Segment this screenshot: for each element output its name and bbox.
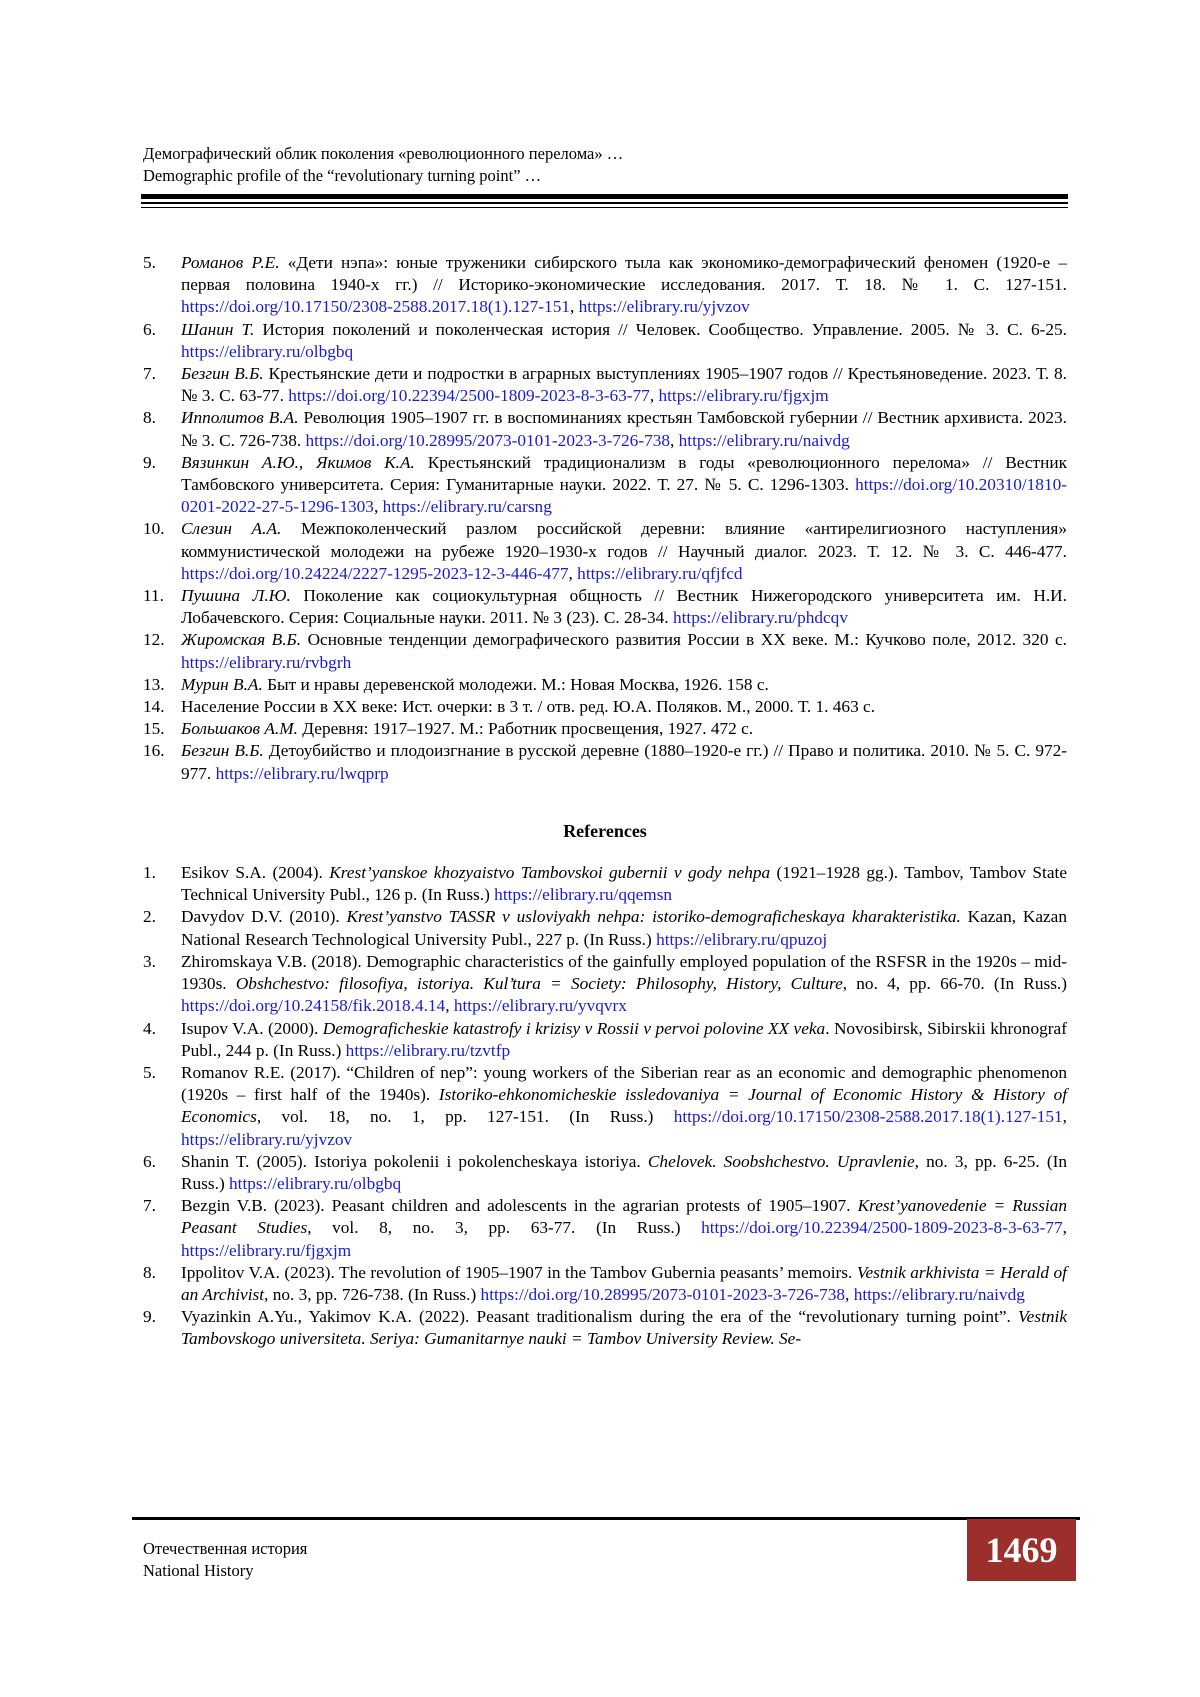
reference-number: 5.: [143, 253, 156, 272]
reference-item: [143, 674, 1067, 696]
header-title-ru: Демографический облик поколения «революционного перелома» …: [143, 144, 624, 163]
reference-text: [181, 1018, 1067, 1062]
reference-italic-text: Вязинкин А.Ю., Якимов К.А.: [181, 452, 415, 472]
reference-text: [181, 862, 1067, 906]
reference-link[interactable]: https://elibrary.ru/lwqprp: [215, 763, 389, 783]
reference-number: 4.: [143, 1018, 156, 1038]
reference-italic-text: Большаков А.М.: [181, 719, 298, 739]
reference-text: [181, 1151, 1067, 1195]
reference-text: [181, 1262, 1067, 1306]
reference-plain-text: Vyazinkin A.Yu., Yakimov K.A. (2022). Peasant traditionalism during the era of the “revolutionary turning point”.: [181, 1307, 1019, 1327]
reference-plain-text: Революция 1905–1907 гг. в воспоминаниях крестьян Тамбовской губернии // Вестник архивиста. 2023. № 3. С. 726-738.: [181, 408, 1067, 450]
reference-plain-text: ,: [445, 996, 454, 1016]
reference-plain-text: ,: [373, 497, 383, 517]
reference-item: [143, 906, 1067, 950]
reference-italic-text: Chelovek. Soobshchestvo. Upravlenie: [647, 1151, 915, 1171]
reference-item: [143, 718, 1067, 740]
reference-number: 7.: [143, 364, 156, 384]
reference-number: 10.: [143, 519, 165, 539]
reference-item: [143, 629, 1067, 673]
reference-item: [143, 1306, 1067, 1350]
reference-plain-text: ,: [670, 430, 679, 450]
reference-plain-text: ,: [649, 386, 659, 406]
reference-plain-text: Население России в XX веке: Ист. очерки: в 3 т. / отв. ред. Ю.А. Поляков. М., 2000. Т. 1. 463 с.: [181, 697, 876, 717]
reference-text: [181, 1306, 1067, 1350]
reference-link[interactable]: https://doi.org/10.24158/fik.2018.4.14: [181, 996, 446, 1016]
header-rule-thick: [141, 194, 1068, 199]
reference-link[interactable]: https://doi.org/10.17150/2308-2588.2017.18(1).127-151: [673, 1107, 1063, 1127]
running-header: [143, 143, 623, 187]
reference-plain-text: , no. 3, pp. 6-25. (In Russ.): [181, 1151, 1067, 1193]
reference-link[interactable]: https://elibrary.ru/carsng: [382, 497, 552, 517]
references-heading: References: [563, 820, 647, 841]
reference-link[interactable]: https://elibrary.ru/olbgbq: [181, 341, 354, 361]
main-content: [143, 252, 1067, 1351]
english-reference-list: [143, 862, 1067, 1350]
reference-item: [143, 862, 1067, 906]
reference-number: 9.: [143, 1307, 156, 1327]
reference-text: [181, 951, 1067, 1018]
reference-plain-text: ,: [1062, 1107, 1067, 1127]
reference-text: [181, 906, 1067, 950]
footer-journal-en: National History: [143, 1561, 254, 1580]
reference-text: [181, 518, 1067, 585]
reference-item: [143, 1151, 1067, 1195]
reference-plain-text: . Novosibirsk, Sibirskii khronograf Publ., 244 p. (In Russ.): [181, 1018, 1067, 1060]
reference-italic-text: Жиромская В.Б.: [181, 630, 302, 650]
reference-link[interactable]: https://elibrary.ru/olbgbq: [229, 1173, 402, 1193]
reference-plain-text: История поколений и поколенческая история // Человек. Сообщество. Управление. 2005. № 3. С. 6-25.: [254, 319, 1067, 339]
reference-text: [181, 585, 1067, 629]
reference-plain-text: Esikov S.A. (2004).: [181, 863, 330, 883]
reference-text: [181, 718, 1067, 740]
reference-number: 2.: [143, 907, 156, 927]
reference-item: [143, 1195, 1067, 1262]
reference-plain-text: «Дети нэпа»: юные труженики сибирского тыла как экономико-демографический феномен (1920-е – первая половина 1940-х гг.) // Историко-экономические исследования. 2017. Т. 18. № 1. С. 127-151.: [181, 253, 1067, 295]
reference-link[interactable]: https://elibrary.ru/fjgxjm: [181, 1240, 352, 1260]
reference-number: 16.: [143, 741, 165, 761]
reference-plain-text: Быт и нравы деревенской молодежи. М.: Новая Москва, 1926. 158 с.: [262, 674, 769, 694]
reference-plain-text: Bezgin V.B. (2023). Peasant children and adolescents in the agrarian protests of 1905–1907.: [181, 1196, 858, 1216]
reference-link[interactable]: https://doi.org/10.17150/2308-2588.2017.18(1).127-151: [181, 297, 570, 317]
reference-text: [181, 407, 1067, 451]
reference-number: 5.: [143, 1062, 156, 1082]
reference-number: 15.: [143, 719, 165, 739]
reference-plain-text: Деревня: 1917–1927. М.: Работник просвещения, 1927. 472 с.: [297, 719, 754, 739]
reference-number: 1.: [143, 863, 156, 883]
reference-italic-text: Мурин В.А.: [181, 674, 263, 694]
reference-italic-text: Krest’yanstvo TASSR v usloviyakh nehpa: istoriko-demograficheskaya kharakteristika.: [346, 907, 961, 927]
reference-number: 12.: [143, 630, 165, 650]
reference-italic-text: Krest’yanskoe khozyaistvo Tambovskoi gubernii v gody nehpa: [329, 863, 771, 883]
reference-italic-text: Obshchestvo: filosofiya, istoriya. Kul’tura = Society: Philosophy, History, Culture: [235, 974, 843, 994]
reference-number: 3.: [143, 951, 156, 971]
reference-item: [143, 1062, 1067, 1151]
reference-number: 6.: [143, 1151, 156, 1171]
reference-italic-text: Istoriko-ehkonomicheskie issledovaniya = Journal of Economic History & History of Economics: [181, 1085, 1068, 1127]
reference-number: 13.: [143, 674, 165, 694]
reference-text: [181, 363, 1067, 407]
reference-text: [181, 740, 1067, 784]
reference-plain-text: Ippolitov V.A. (2023). The revolution of 1905–1907 in the Tambov Gubernia peasants’ memoirs.: [181, 1262, 857, 1282]
reference-link[interactable]: https://elibrary.ru/naivdg: [853, 1284, 1025, 1304]
reference-plain-text: Крестьянский традиционализм в годы «революционного перелома» // Вестник Тамбовского университета. Серия: Гуманитарные науки. 2022. Т. 27. № 5. С. 1296-1303.: [181, 452, 1067, 495]
footer-journal-ru: Отечественная история: [143, 1539, 308, 1558]
reference-italic-text: Безгин В.Б.: [181, 741, 264, 761]
reference-text: [181, 674, 1067, 696]
reference-link[interactable]: https://elibrary.ru/qqemsn: [494, 885, 673, 905]
reference-plain-text: ,: [845, 1284, 854, 1304]
reference-link[interactable]: https://doi.org/10.28995/2073-0101-2023-3-726-738: [480, 1284, 846, 1304]
reference-link[interactable]: https://elibrary.ru/naivdg: [678, 430, 850, 450]
reference-link[interactable]: https://elibrary.ru/qpuzoj: [656, 929, 828, 949]
reference-link[interactable]: https://doi.org/10.28995/2073-0101-2023-3-726-738: [305, 430, 670, 450]
reference-italic-text: Demograficheskie katastrofy i krizisy v Rossii v pervoi polovine XX veka: [322, 1018, 826, 1038]
footer: [143, 1538, 307, 1582]
reference-link[interactable]: https://doi.org/10.24224/2227-1295-2023-12-3-446-477: [181, 563, 569, 583]
reference-item: [143, 407, 1067, 451]
reference-italic-text: Krest’yanovedenie = Russian Peasant Studies: [181, 1196, 1067, 1238]
reference-plain-text: , vol. 18, no. 1, pp. 127-151. (In Russ.): [256, 1107, 674, 1127]
reference-item: [143, 696, 1067, 718]
reference-plain-text: Поколение как социокультурная общность // Вестник Нижегородского университета им. Н.И. Лобачевского. Серия: Социальные науки. 2011. № 3 (23). С. 28-34.: [181, 586, 1067, 628]
reference-link[interactable]: https://doi.org/10.20310/1810-0201-2022-27-5-1296-1303: [181, 475, 1067, 517]
footer-rule: [132, 1517, 1080, 1520]
reference-number: 8.: [143, 1262, 156, 1282]
reference-plain-text: Kazan, Kazan National Research Technological University Publ., 227 p. (In Russ.): [181, 907, 1067, 949]
reference-plain-text: ,: [1062, 1218, 1067, 1238]
reference-number: 6.: [143, 319, 156, 339]
reference-italic-text: Шанин Т.: [181, 319, 255, 339]
header-title-en: Demographic profile of the “revolutionary turning point” …: [143, 166, 542, 185]
reference-italic-text: Слезин А.А.: [181, 519, 282, 539]
reference-plain-text: , no. 4, pp. 66-70. (In Russ.): [842, 974, 1067, 994]
reference-plain-text: Isupov V.A. (2000).: [181, 1018, 323, 1038]
reference-text: [181, 1195, 1067, 1262]
russian-reference-list: [143, 252, 1067, 785]
reference-plain-text: Крестьянские дети и подростки в аграрных выступлениях 1905–1907 годов // Крестьяноведение. 2023. Т. 8. № 3. С. 63-77.: [181, 364, 1068, 406]
reference-item: [143, 363, 1067, 407]
reference-link[interactable]: https://elibrary.ru/qfjfcd: [577, 563, 743, 583]
reference-text: [181, 452, 1067, 519]
reference-plain-text: Межпоколенческий разлом российской деревни: влияние «антирелигиозного наступления» коммунистической молодежи на рубеже 1920–1930-х годов // Научный диалог. 2023. Т. 12. № 3. С. 446-477.: [181, 519, 1067, 561]
reference-plain-text: Romanov R.E. (2017). “Children of nep”: young workers of the Siberian rear as an economic and demographic phenomenon (1920s – first half of the 1940s).: [181, 1062, 1067, 1105]
reference-item: [143, 452, 1067, 519]
reference-italic-text: Безгин В.Б.: [181, 364, 264, 384]
reference-text: [181, 1062, 1067, 1151]
reference-plain-text: , vol. 8, no. 3, pp. 63-77. (In Russ.): [307, 1218, 702, 1238]
reference-plain-text: Shanin T. (2005). Istoriya pokolenii i pokolencheskaya istoriya.: [181, 1151, 648, 1171]
reference-item: [143, 518, 1067, 585]
reference-italic-text: Vestnik arkhivista = Herald of an Archivist: [181, 1262, 1067, 1304]
reference-link[interactable]: https://doi.org/10.22394/2500-1809-2023-8-3-63-77: [288, 386, 650, 406]
reference-plain-text: Основные тенденции демографического развития России в XX веке. М.: Кучково поле, 2012. 320 с.: [301, 630, 1067, 650]
reference-link[interactable]: https://elibrary.ru/yjvzov: [578, 297, 750, 317]
reference-text: [181, 629, 1067, 673]
reference-link[interactable]: https://doi.org/10.22394/2500-1809-2023-8-3-63-77: [701, 1218, 1063, 1238]
page-number-badge: 1469: [967, 1519, 1076, 1581]
reference-plain-text: (1921–1928 gg.). Tambov, Tambov State Technical University Publ., 126 p. (In Russ.): [181, 863, 1067, 905]
reference-text: [181, 252, 1067, 319]
reference-plain-text: Детоубийство и плодоизгнание в русской деревне (1880–1920-е гг.) // Право и политика. 2010. № 5. С. 972-977.: [181, 741, 1067, 783]
reference-number: 8.: [143, 408, 156, 428]
reference-link[interactable]: https://elibrary.ru/phdcqv: [672, 608, 848, 628]
reference-item: [143, 252, 1067, 319]
reference-link[interactable]: https://elibrary.ru/rvbgrh: [181, 652, 352, 672]
reference-item: [143, 951, 1067, 1018]
reference-item: [143, 1018, 1067, 1062]
reference-number: 9.: [143, 452, 156, 472]
reference-text: [181, 319, 1067, 363]
reference-italic-text: Ипполитов В.А.: [181, 408, 299, 428]
reference-link[interactable]: https://elibrary.ru/fjgxjm: [658, 386, 829, 406]
reference-link[interactable]: https://elibrary.ru/yvqvrx: [453, 996, 627, 1016]
reference-text: [181, 696, 1067, 718]
reference-plain-text: ,: [568, 563, 578, 583]
reference-item: [143, 740, 1067, 784]
reference-item: [143, 319, 1067, 363]
reference-number: 7.: [143, 1196, 156, 1216]
reference-italic-text: Пушина Л.Ю.: [181, 586, 291, 606]
reference-plain-text: Davydov D.V. (2010).: [181, 907, 347, 927]
reference-number: 11.: [143, 586, 164, 606]
reference-italic-text: Романов Р.Е.: [181, 253, 280, 272]
reference-plain-text: , no. 3, pp. 726-738. (In Russ.): [264, 1284, 481, 1304]
reference-plain-text: ,: [569, 297, 579, 317]
reference-item: [143, 585, 1067, 629]
reference-link[interactable]: https://elibrary.ru/yjvzov: [181, 1129, 353, 1149]
reference-link[interactable]: https://elibrary.ru/tzvtfp: [345, 1040, 511, 1060]
header-rule-thin: [141, 202, 1068, 204]
reference-plain-text: Zhiromskaya V.B. (2018). Demographic characteristics of the gainfully employed population of the RSFSR in the 1920s – mid-1930s.: [181, 951, 1067, 994]
reference-number: 14.: [143, 697, 165, 717]
reference-item: [143, 1262, 1067, 1306]
reference-italic-text: Vestnik Tambovskogo universiteta. Seriya: Gumanitarnye nauki = Tambov University Review. Se-: [181, 1307, 1067, 1349]
header-rule-thin-2: [141, 207, 1068, 208]
